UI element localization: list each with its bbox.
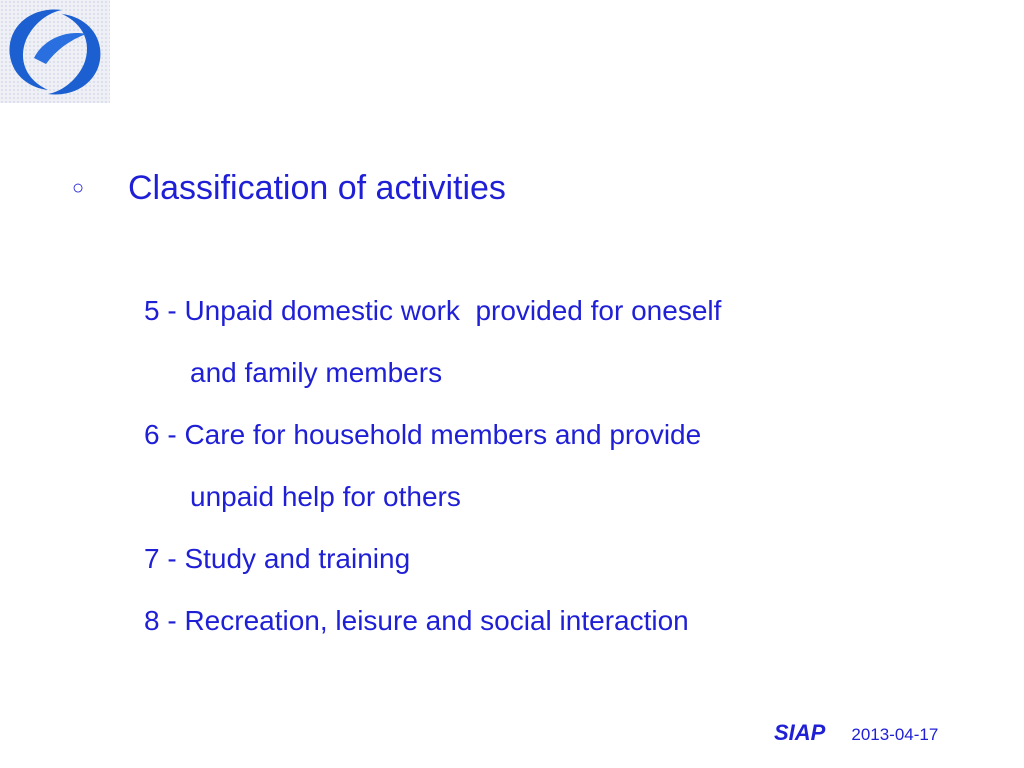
list-item: 5 - Unpaid domestic work provided for oneself bbox=[144, 295, 722, 326]
list-item: 8 - Recreation, leisure and social interaction bbox=[144, 605, 689, 636]
list-item: unpaid help for others bbox=[190, 481, 461, 512]
activity-list bbox=[144, 280, 721, 652]
slide-heading: Classification of activities bbox=[128, 169, 506, 207]
footer-date: 2013-04-17 bbox=[851, 725, 939, 744]
main-bullet-row bbox=[72, 168, 506, 209]
list-item: 7 - Study and training bbox=[144, 543, 411, 574]
list-item: 6 - Care for household members and provide bbox=[144, 419, 702, 450]
list-item: and family members bbox=[190, 357, 443, 388]
logo-emblem-icon bbox=[0, 0, 110, 103]
slide-footer bbox=[774, 720, 938, 746]
organization-logo bbox=[0, 0, 110, 103]
footer-org: SIAP bbox=[774, 720, 826, 745]
bullet-circle-icon: ○ bbox=[72, 177, 85, 200]
